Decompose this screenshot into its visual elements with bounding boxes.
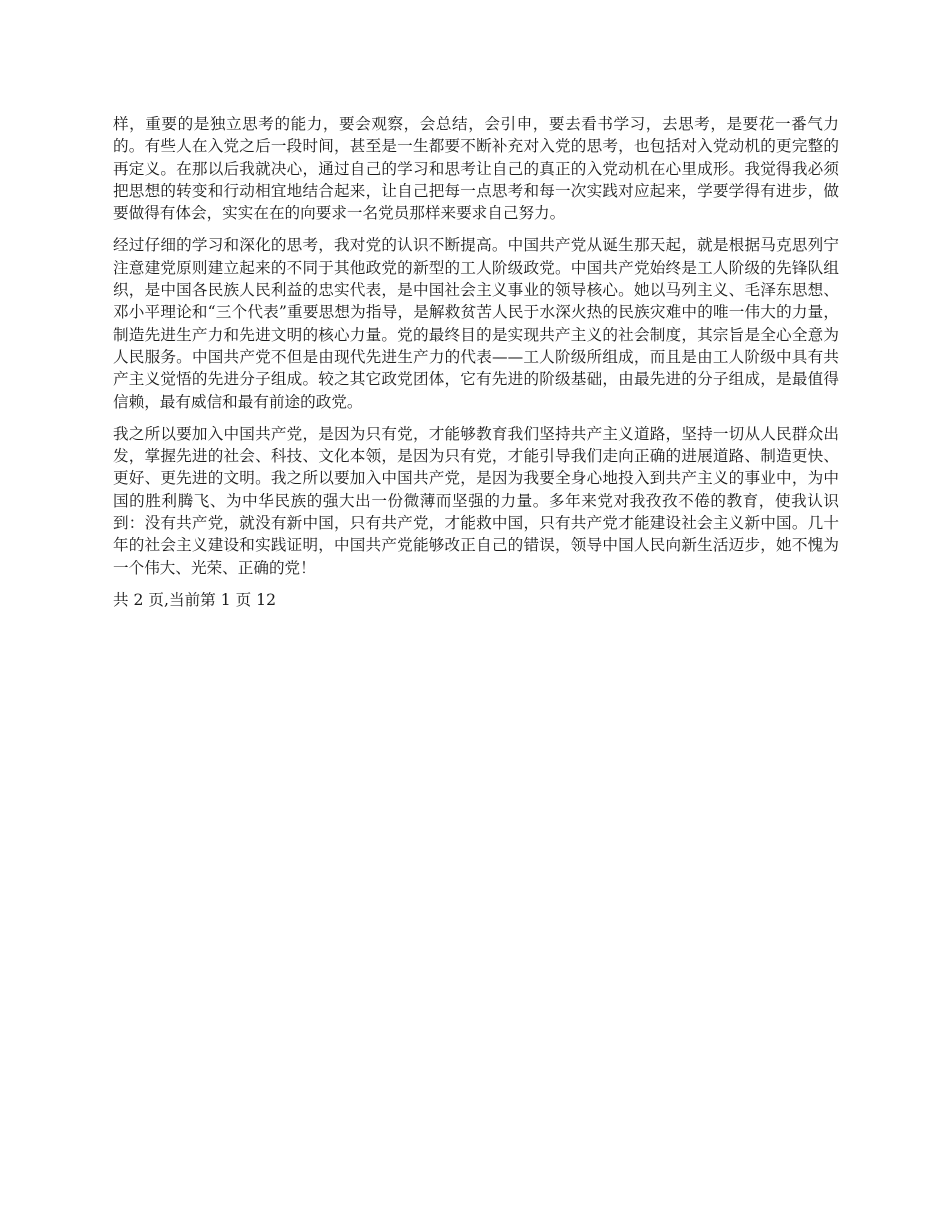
paragraph-2: 经过仔细的学习和深化的思考，我对党的认识不断提高。中国共产党从诞生那天起，就是根据马克思列宁注意建党原则建立起来的不同于其他政党的新型的工人阶级政党。中国共产党始终是工人阶级的先锋队组织，是中国各民族人民利益的忠实代表，是中国社会主义事业的领导核心。她以马列主义、毛泽东思想、邓小平理论和“三个代表”重要思想为指导，是解救贫苦人民于水深火热的民族灾难中的唯一伟大的力量，制造先进生产力和先进文明的核心力量。党的最终目的是实现共产主义的社会制度，其宗旨是全心全意为人民服务。中国共产党不但是由现代先进生产力的代表——工人阶级所组成，而且是由工人阶级中具有共产主义觉悟的先进分子组成。较之其它政党团体，它有先进的阶级基础，由最先进的分子组成，是最值得信赖，最有威信和最有前途的政党。 xyxy=(113,236,839,411)
page-footer: 共 2 页,当前第 1 页 12 xyxy=(113,590,276,609)
document-page xyxy=(113,113,839,611)
paragraph-1: 样，重要的是独立思考的能力，要会观察，会总结，会引申，要去看书学习，去思考，是要花一番气力的。有些人在入党之后一段时间，甚至是一生都要不断补充对入党的思考，也包括对入党动机的更完整的再定义。在那以后我就决心，通过自己的学习和思考让自己的真正的入党动机在心里成形。我觉得我必须把思想的转变和行动相宜地结合起来，让自己把每一点思考和每一次实践对应起来，学要学得有进步，做要做得有体会，实实在在的向要求一名党员那样来要求自己努力。 xyxy=(113,115,839,223)
paragraph-3: 我之所以要加入中国共产党，是因为只有党，才能够教育我们坚持共产主义道路，坚持一切从人民群众出发，掌握先进的社会、科技、文化本领，是因为只有党，才能引导我们走向正确的进展道路、制造更快、更好、更先进的文明。我之所以要加入中国共产党，是因为我要全身心地投入到共产主义的事业中，为中国的胜利腾飞、为中华民族的强大出一份微薄而坚强的力量。多年来党对我孜孜不倦的教育，使我认识到：没有共产党，就没有新中国，只有共产党，才能救中国，只有共产党才能建设社会主义新中国。几十年的社会主义建设和实践证明，中国共产党能够改正自己的错误，领导中国人民向新生活迈步，她不愧为一个伟大、光荣、正确的党！ xyxy=(113,424,839,577)
